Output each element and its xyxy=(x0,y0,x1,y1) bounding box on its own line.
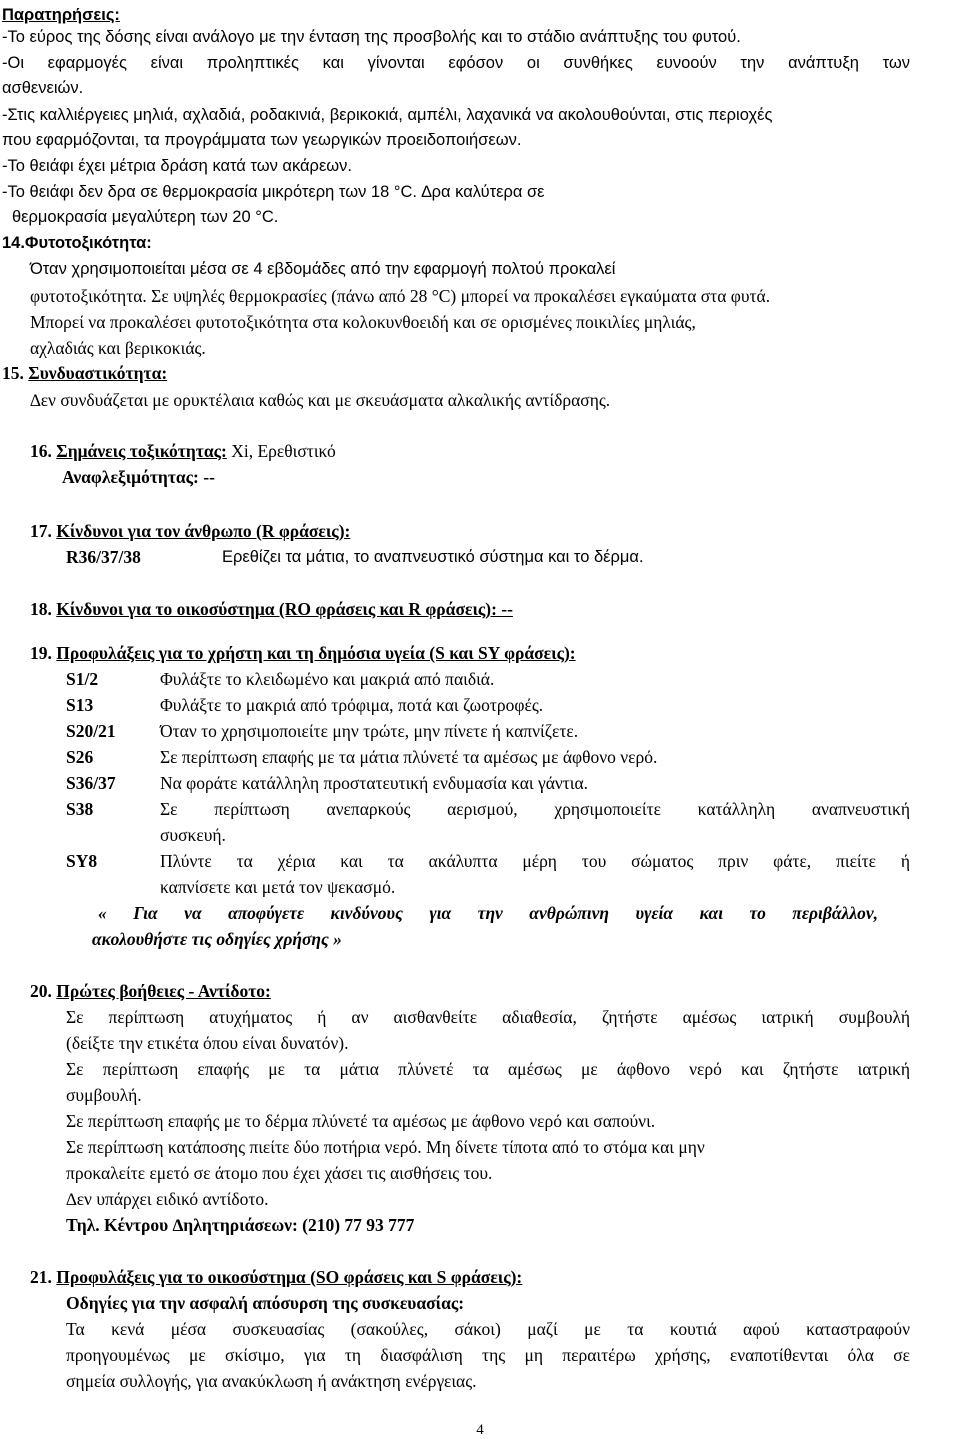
s19-item-code: S13 xyxy=(66,695,94,715)
s18-title xyxy=(30,598,513,620)
s19-item-code: S1/2 xyxy=(66,669,99,689)
s19-item-text-cont: καπνίσετε και μετά τον ψεκασμό. xyxy=(160,877,396,897)
notes-line-5b: θερμοκρασία μεγαλύτερη των 20 °C. xyxy=(12,208,279,226)
s19-title xyxy=(30,642,576,664)
s17-number: 17. xyxy=(30,521,52,541)
s20-line-1: Σε περίπτωση ατυχήματος ή αν αισθανθείτε αδιαθεσία, ζητήστε αμέσως ιατρική συμβουλή xyxy=(66,1007,910,1027)
s19-heading: Προφυλάξεις για το χρήστη και τη δημόσια υγεία (S και SY φράσεις): xyxy=(56,643,576,663)
s20-poison-center-phone: Τηλ. Κέντρου ∆ηλητηριάσεων: (210) 77 93 777 xyxy=(66,1215,415,1235)
s15-heading: Συνδυαστικότητα: xyxy=(28,363,168,383)
s17-heading: Κίνδυνοι για τον άνθρωπο (R φράσεις): xyxy=(56,521,351,541)
s19-item-text: Σε περίπτωση ανεπαρκούς αερισμού, χρησιμοποιείτε κατάλληλη αναπνευστική xyxy=(160,799,910,819)
s19-item-text: Φυλάξτε το μακριά από τρόφιμα, ποτά και ζωοτροφές. xyxy=(160,695,544,715)
s19-item-text: Όταν το χρησιμοποιείτε μην τρώτε, μην πίνετε ή καπνίζετε. xyxy=(160,721,579,741)
notes-line-2a: -Οι εφαρμογές είναι προληπτικές και γίνονται εφόσον οι συνθήκες ευνοούν την ανάπτυξη των xyxy=(2,54,910,72)
notes-line-1: -Το εύρος της δόσης είναι ανάλογο με την ένταση της προσβολής και το στάδιο ανάπτυξης του φυτού. xyxy=(2,28,741,46)
s14-line-2: φυτοτοξικότητα. Σε υψηλές θερμοκρασίες (πάνω από 28 °C) μπορεί να προκαλέσει εγκαύματα στα φυτά. xyxy=(30,286,771,306)
notes-line-3a: -Στις καλλιέργειες μηλιά, αχλαδιά, ροδακινιά, βερικοκιά, αμπέλι, λαχανικά να ακολουθούνται, στις περιοχές xyxy=(2,106,773,124)
s21-title xyxy=(30,1266,522,1288)
s16-value: Xi, Ερεθιστικό xyxy=(226,441,336,461)
notes-line-4: -Το θειάφι έχει μέτρια δράση κατά των ακάρεων. xyxy=(2,157,353,175)
s18-number: 18. xyxy=(30,599,52,619)
s21-line-1: Τα κενά μέσα συσκευασίας (σακούλες, σάκοι) μαζί με τα κουτιά αφού καταστραφούν xyxy=(66,1319,910,1339)
notes-line-2b: ασθενειών. xyxy=(2,79,84,97)
s18-heading: Κίνδυνοι για το οικοσύστημα (RO φράσεις και R φράσεις): -- xyxy=(56,599,513,619)
s21-line-2: προηγουμένως με σκίσιμο, για τη διασφάλιση της μη περαιτέρω χρήσης, εναποτίθενται όλα σε xyxy=(66,1345,910,1365)
s16-heading: Σημάνεις τοξικότητας: xyxy=(56,441,227,461)
s16-number: 16. xyxy=(30,441,52,461)
s17-code: R36/37/38 xyxy=(66,547,141,567)
notes-line-5a: -Το θειάφι δεν δρα σε θερμοκρασία μικρότερη των 18 °C. ∆ρα καλύτερα σε xyxy=(2,183,545,201)
s20-title xyxy=(30,980,271,1002)
s21-line-3: σημεία συλλογής, για ανακύκλωση ή ανάκτηση ενέργειας. xyxy=(66,1371,477,1391)
s21-subheading: Οδηγίες για την ασφαλή απόσυρση της συσκευασίας: xyxy=(66,1293,465,1313)
s20-number: 20. xyxy=(30,981,52,1001)
s15-title xyxy=(2,362,167,384)
s21-heading: Προφυλάξεις για το οικοσύστημα (SO φράσεις και S φράσεις): xyxy=(56,1267,523,1287)
s14-line-1: Όταν χρησιμοποιείται μέσα σε 4 εβδομάδες από την εφαρμογή πολτού προκαλεί xyxy=(30,260,616,278)
s14-heading: 14.Φυτοτοξικότητα: xyxy=(2,234,152,252)
s20-line-7: προκαλείτε εμετό σε άτομο που έχει χάσει τις αισθήσεις του. xyxy=(66,1163,493,1183)
s19-quote-line-2: ακολουθήστε τις οδηγίες χρήσης » xyxy=(92,929,342,949)
s19-item-text: Πλύντε τα χέρια και τα ακάλυπτα μέρη του σώματος πριν φάτε, πιείτε ή xyxy=(160,851,910,871)
s19-item-text: Να φοράτε κατάλληλη προστατευτική ενδυμασία και γάντια. xyxy=(160,773,589,793)
s19-item-text: Σε περίπτωση επαφής με τα μάτια πλύνετέ τα αμέσως με άφθονο νερό. xyxy=(160,747,658,767)
s19-item-code: S20/21 xyxy=(66,721,116,741)
s20-line-3: Σε περίπτωση επαφής με τα μάτια πλύνετέ τα αμέσως με άφθονο νερό και ζητήστε ιατρική xyxy=(66,1059,910,1079)
s19-quote-line-1: « Για να αποφύγετε κινδύνους για την ανθρώπινη υγεία και το περιβάλλον, xyxy=(98,903,878,923)
s15-line-1: ∆εν συνδυάζεται με ορυκτέλαια καθώς και με σκευάσματα αλκαλικής αντίδρασης. xyxy=(30,390,611,410)
s20-line-5: Σε περίπτωση επαφής με το δέρμα πλύνετέ τα αμέσως με άφθονο νερό και σαπούνι. xyxy=(66,1111,656,1131)
s19-item-code: SY8 xyxy=(66,851,98,871)
notes-line-3b: που εφαρμόζονται, τα προγράμματα των γεωργικών προειδοποιήσεων. xyxy=(2,131,522,149)
page-number: 4 xyxy=(476,1422,484,1438)
s17-title xyxy=(30,520,350,542)
s21-number: 21. xyxy=(30,1267,52,1287)
s15-number: 15. xyxy=(2,363,24,383)
s20-line-6: Σε περίπτωση κατάποσης πιείτε δύο ποτήρια νερό. Μη δίνετε τίποτα από το στόμα και μην xyxy=(66,1137,705,1157)
s14-line-4: αχλαδιάς και βερικοκιάς. xyxy=(30,338,206,358)
s20-heading: Πρώτες βοήθειες - Αντίδοτο: xyxy=(56,981,271,1001)
s20-line-8: ∆εν υπάρχει ειδικό αντίδοτο. xyxy=(66,1189,269,1209)
s19-item-text: Φυλάξτε το κλειδωμένο και μακριά από παιδιά. xyxy=(160,669,495,689)
s16-title xyxy=(30,440,336,462)
s17-text: Ερεθίζει τα μάτια, το αναπνευστικό σύστημα και το δέρμα. xyxy=(222,548,644,566)
s20-line-2: (δείξτε την ετικέτα όπου είναι δυνατόν). xyxy=(66,1033,349,1053)
s19-item-code: S26 xyxy=(66,747,94,767)
s19-item-code: S38 xyxy=(66,799,94,819)
s16-flammability: Αναφλεξιμότητας: -- xyxy=(62,467,215,487)
notes-heading: Παρατηρήσεις: xyxy=(2,6,120,24)
s14-line-3: Μπορεί να προκαλέσει φυτοτοξικότητα στα κολοκυνθοειδή και σε ορισμένες ποικιλίες μηλιάς, xyxy=(30,312,696,332)
s19-item-code: S36/37 xyxy=(66,773,116,793)
s20-line-4: συμβουλή. xyxy=(66,1085,142,1105)
s19-number: 19. xyxy=(30,643,52,663)
s19-item-text-cont: συσκευή. xyxy=(160,825,226,845)
